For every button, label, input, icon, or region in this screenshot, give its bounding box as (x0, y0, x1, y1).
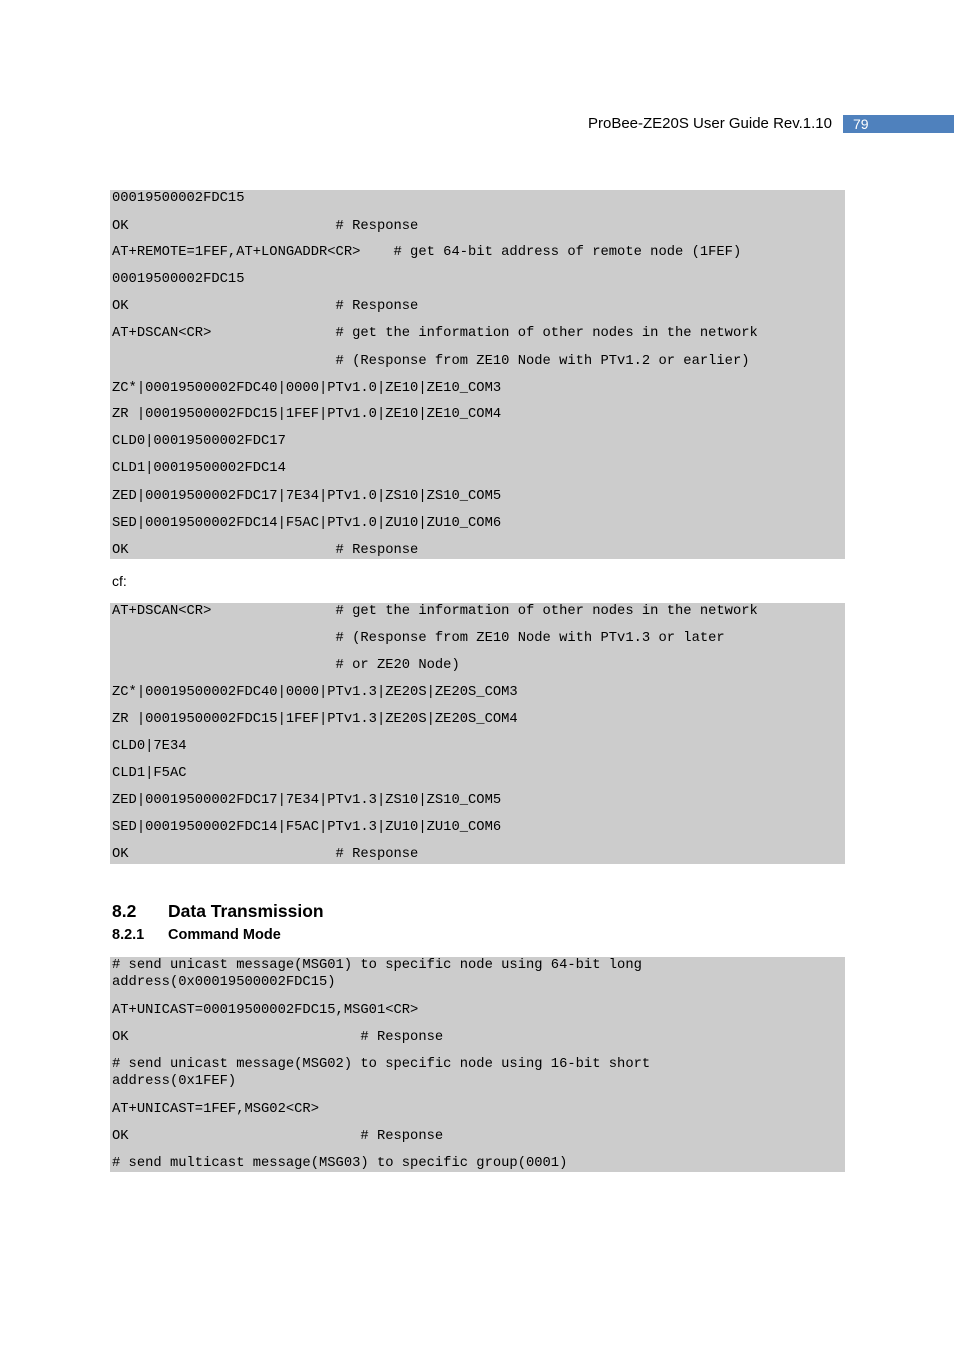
code-line: CLD0|7E34 (112, 739, 187, 754)
cf-label: cf: (112, 573, 127, 589)
code-line: OK # Response (112, 299, 419, 314)
code-line: AT+UNICAST=00019500002FDC15,MSG01<CR> (112, 1003, 419, 1018)
code-block-dscan-ptv13 (110, 603, 845, 864)
code-line: SED|00019500002FDC14|F5AC|PTv1.3|ZU10|ZU10_COM6 (112, 820, 502, 835)
subsection-heading (112, 926, 281, 944)
code-block-command-mode (110, 957, 845, 1172)
code-line: CLD1|00019500002FDC14 (112, 461, 286, 476)
code-line: AT+DSCAN<CR> # get the information of other nodes in the network (112, 326, 758, 341)
code-line: ZC*|00019500002FDC40|0000|PTv1.0|ZE10|ZE10_COM3 (112, 381, 502, 396)
page-number-badge: 79 (843, 115, 954, 133)
code-line: ZC*|00019500002FDC40|0000|PTv1.3|ZE20S|ZE20S_COM3 (112, 685, 518, 700)
code-line: # (Response from ZE10 Node with PTv1.2 or earlier) (112, 354, 750, 369)
section-heading (112, 900, 324, 922)
subsection-number: 8.2.1 (112, 927, 145, 943)
code-line: CLD0|00019500002FDC17 (112, 434, 286, 449)
code-line: OK # Response (112, 219, 419, 234)
code-line: ZED|00019500002FDC17|7E34|PTv1.3|ZS10|ZS10_COM5 (112, 793, 502, 808)
document-header-title: ProBee-ZE20S User Guide Rev.1.10 (587, 115, 832, 132)
code-line: ZR |00019500002FDC15|1FEF|PTv1.3|ZE20S|ZE20S_COM4 (112, 712, 518, 727)
code-line: # send unicast message(MSG01) to specific node using 64-bit long (112, 958, 642, 973)
code-line: # send unicast message(MSG02) to specific node using 16-bit short (112, 1057, 651, 1072)
code-line: # or ZE20 Node) (112, 658, 460, 673)
subsection-title: Command Mode (168, 927, 281, 943)
code-line: OK # Response (112, 543, 419, 558)
code-line: 00019500002FDC15 (112, 272, 245, 287)
code-line: # send multicast message(MSG03) to specific group(0001) (112, 1156, 568, 1171)
code-line: address(0x00019500002FDC15) (112, 975, 336, 990)
code-block-remote-dscan (110, 190, 845, 559)
code-line: SED|00019500002FDC14|F5AC|PTv1.0|ZU10|ZU10_COM6 (112, 516, 502, 531)
section-title: Data Transmission (168, 901, 324, 921)
code-line: 00019500002FDC15 (112, 191, 245, 206)
code-line: OK # Response (112, 1129, 444, 1144)
code-line: OK # Response (112, 1030, 444, 1045)
code-line: AT+REMOTE=1FEF,AT+LONGADDR<CR> # get 64-bit address of remote node (1FEF) (112, 245, 742, 260)
code-line: AT+DSCAN<CR> # get the information of other nodes in the network (112, 604, 758, 619)
code-line: OK # Response (112, 847, 419, 862)
code-line: ZR |00019500002FDC15|1FEF|PTv1.0|ZE10|ZE10_COM4 (112, 407, 502, 422)
code-line: CLD1|F5AC (112, 766, 187, 781)
code-line: AT+UNICAST=1FEF,MSG02<CR> (112, 1102, 319, 1117)
code-line: address(0x1FEF) (112, 1074, 237, 1089)
section-number: 8.2 (112, 901, 137, 921)
code-line: ZED|00019500002FDC17|7E34|PTv1.0|ZS10|ZS10_COM5 (112, 489, 502, 504)
code-line: # (Response from ZE10 Node with PTv1.3 or later (112, 631, 725, 646)
